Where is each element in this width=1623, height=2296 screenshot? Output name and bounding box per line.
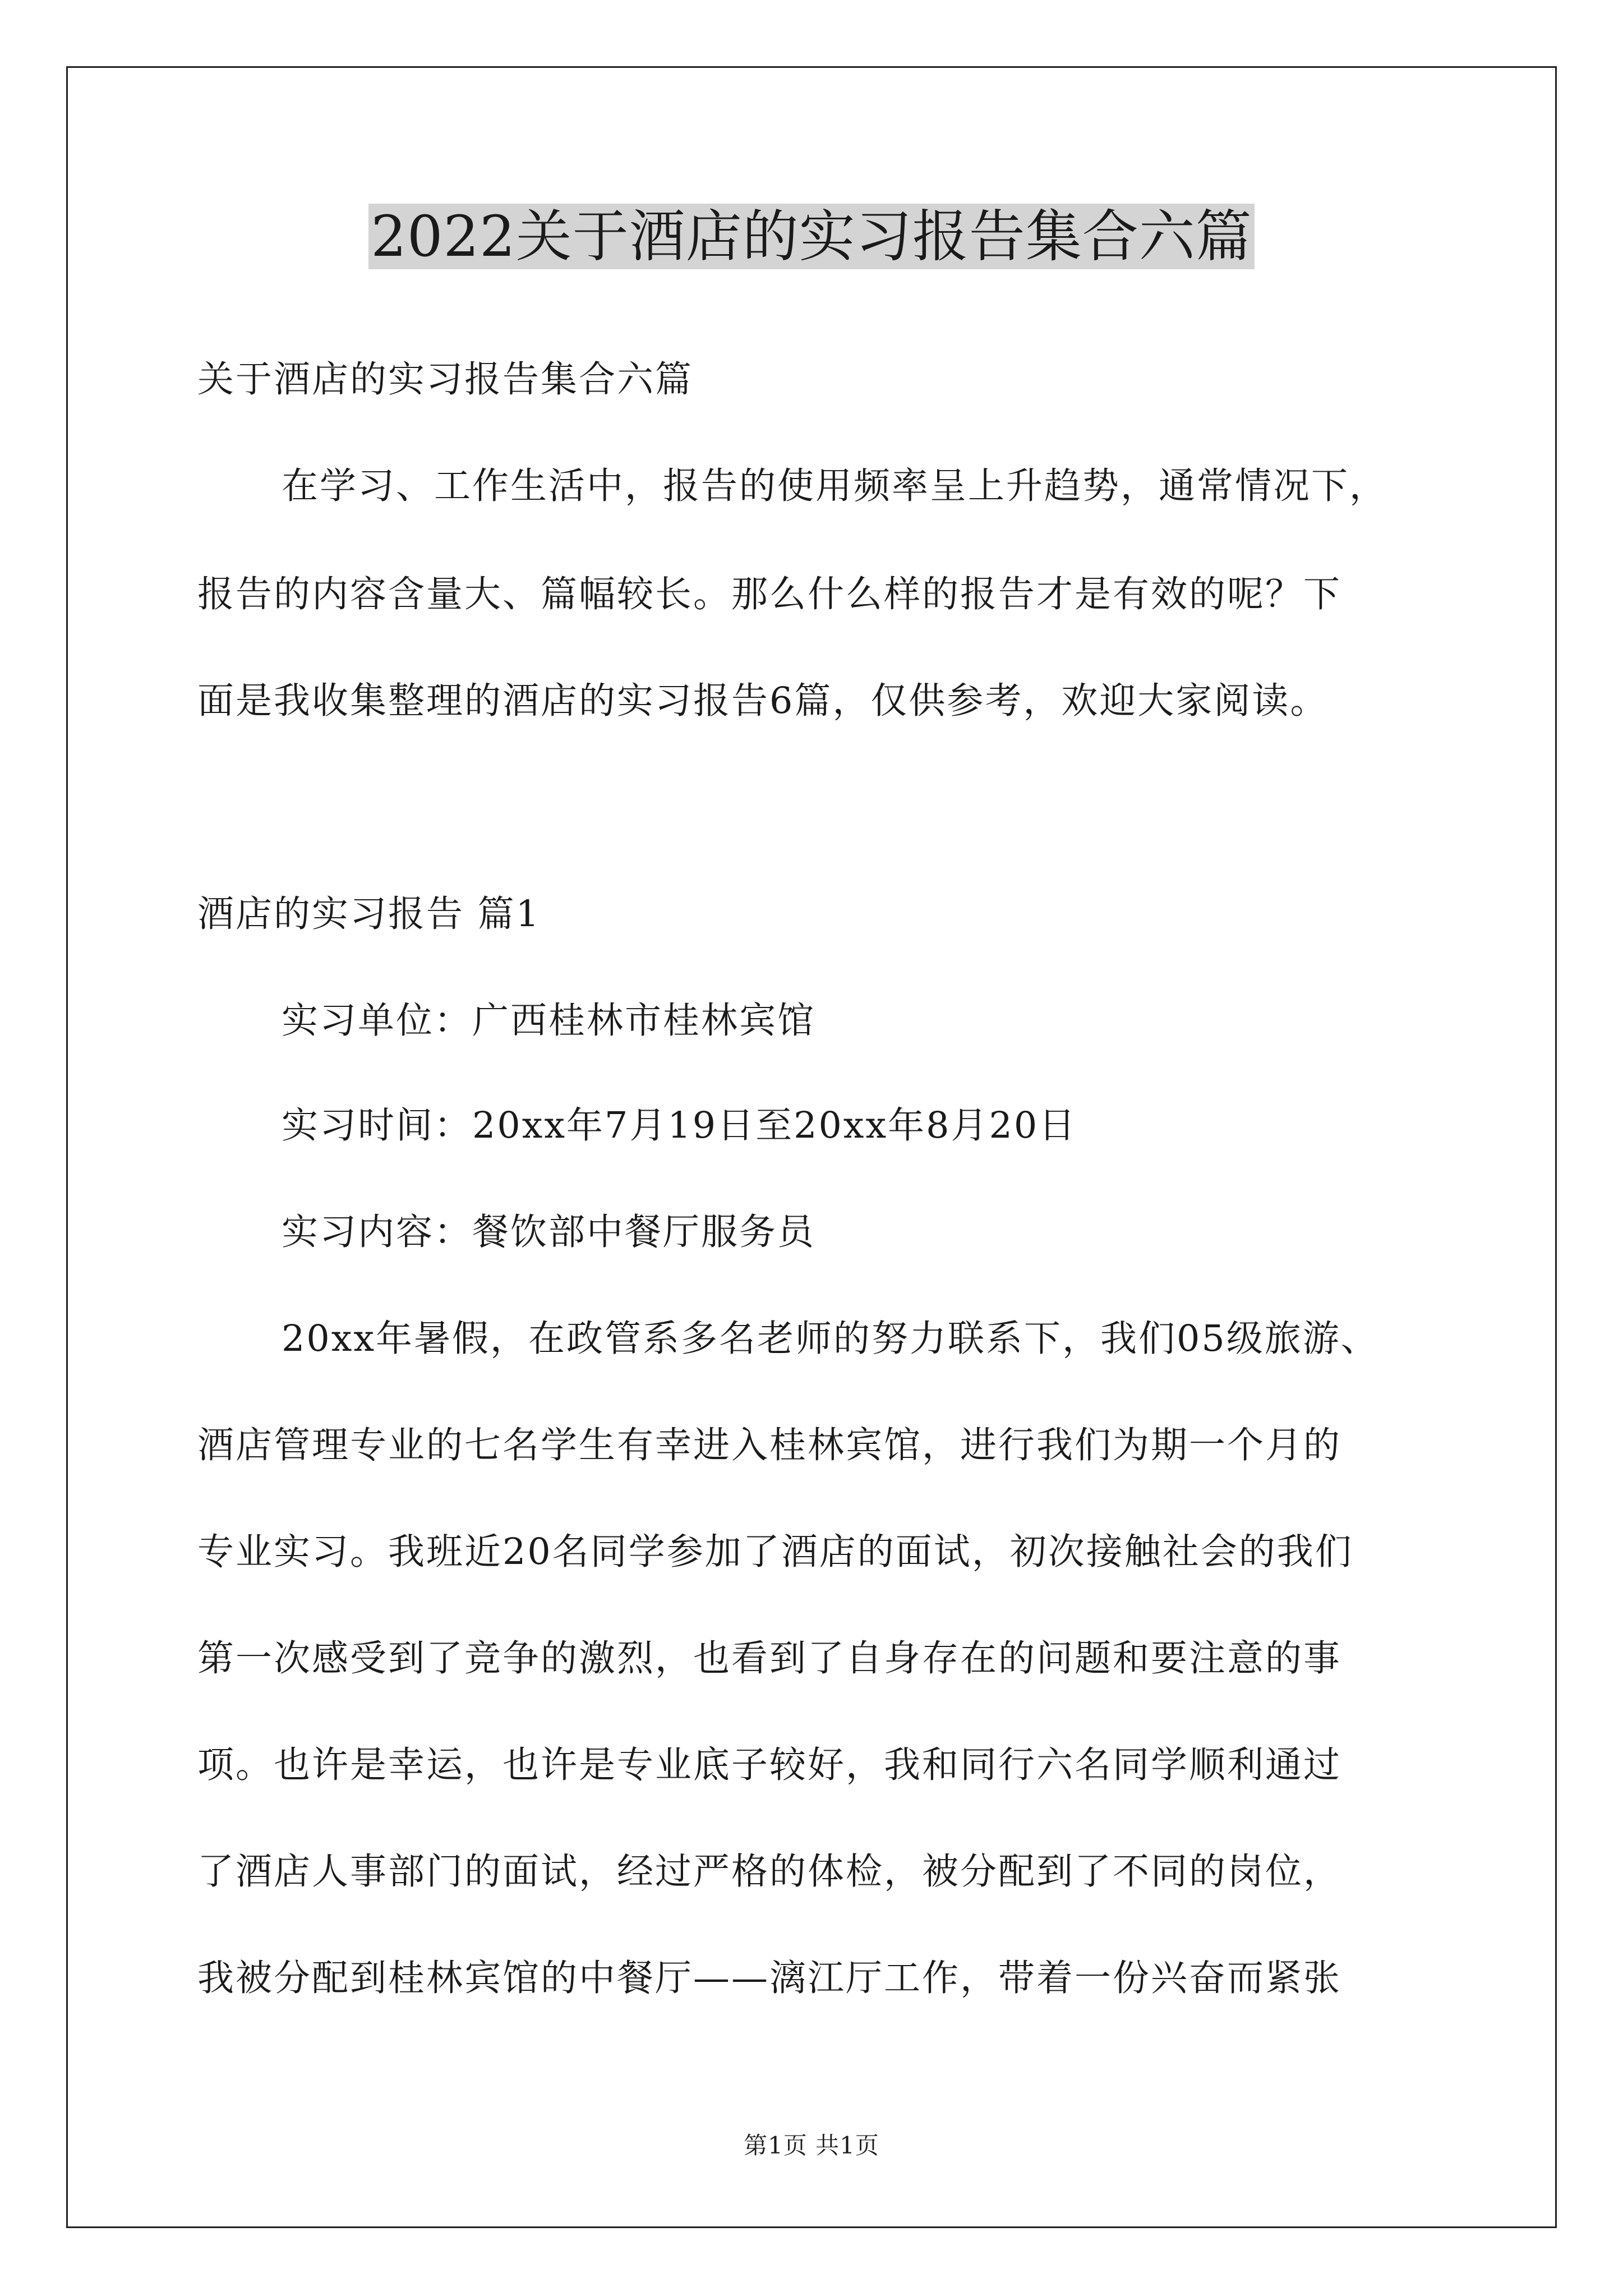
document-title — [0, 197, 1623, 276]
info-line-unit: 实习单位：广西桂林市桂林宾馆 — [282, 1000, 816, 1042]
intro-line-1: 在学习、工作生活中，报告的使用频率呈上升趋势，通常情况下， — [282, 465, 1388, 507]
info-line-time: 实习时间：20xx年7月19日至20xx年8月20日 — [282, 1105, 1077, 1147]
info-line-content: 实习内容：餐饮部中餐厅服务员 — [282, 1211, 816, 1253]
body-line-2: 酒店管理专业的七名学生有幸进入桂林宾馆，进行我们为期一个月的 — [197, 1424, 1342, 1466]
body-line-5: 项。也许是幸运，也许是专业底子较好，我和同行六名同学顺利通过 — [197, 1744, 1342, 1786]
section-heading: 酒店的实习报告 篇1 — [197, 893, 541, 935]
document-title-text: 2022关于酒店的实习报告集合六篇 — [368, 204, 1255, 269]
body-line-6: 了酒店人事部门的面试，经过严格的体检，被分配到了不同的岗位， — [197, 1851, 1342, 1893]
body-line-1: 20xx年暑假，在政管系多名老师的努力联系下，我们05级旅游、 — [282, 1318, 1379, 1360]
intro-line-3: 面是我收集整理的酒店的实习报告6篇，仅供参考，欢迎大家阅读。 — [197, 680, 1329, 722]
body-line-4: 第一次感受到了竞争的激烈，也看到了自身存在的问题和要注意的事 — [197, 1637, 1342, 1680]
page-footer: 第1页 共1页 — [744, 2132, 879, 2159]
document-subtitle: 关于酒店的实习报告集合六篇 — [197, 358, 694, 401]
body-line-7: 我被分配到桂林宾馆的中餐厅——漓江厅工作，带着一份兴奋而紧张 — [197, 1957, 1342, 1999]
intro-line-2: 报告的内容含量大、篇幅较长。那么什么样的报告才是有效的呢？下 — [197, 573, 1342, 615]
body-line-3: 专业实习。我班近20名同学参加了酒店的面试，初次接触社会的我们 — [197, 1531, 1353, 1573]
